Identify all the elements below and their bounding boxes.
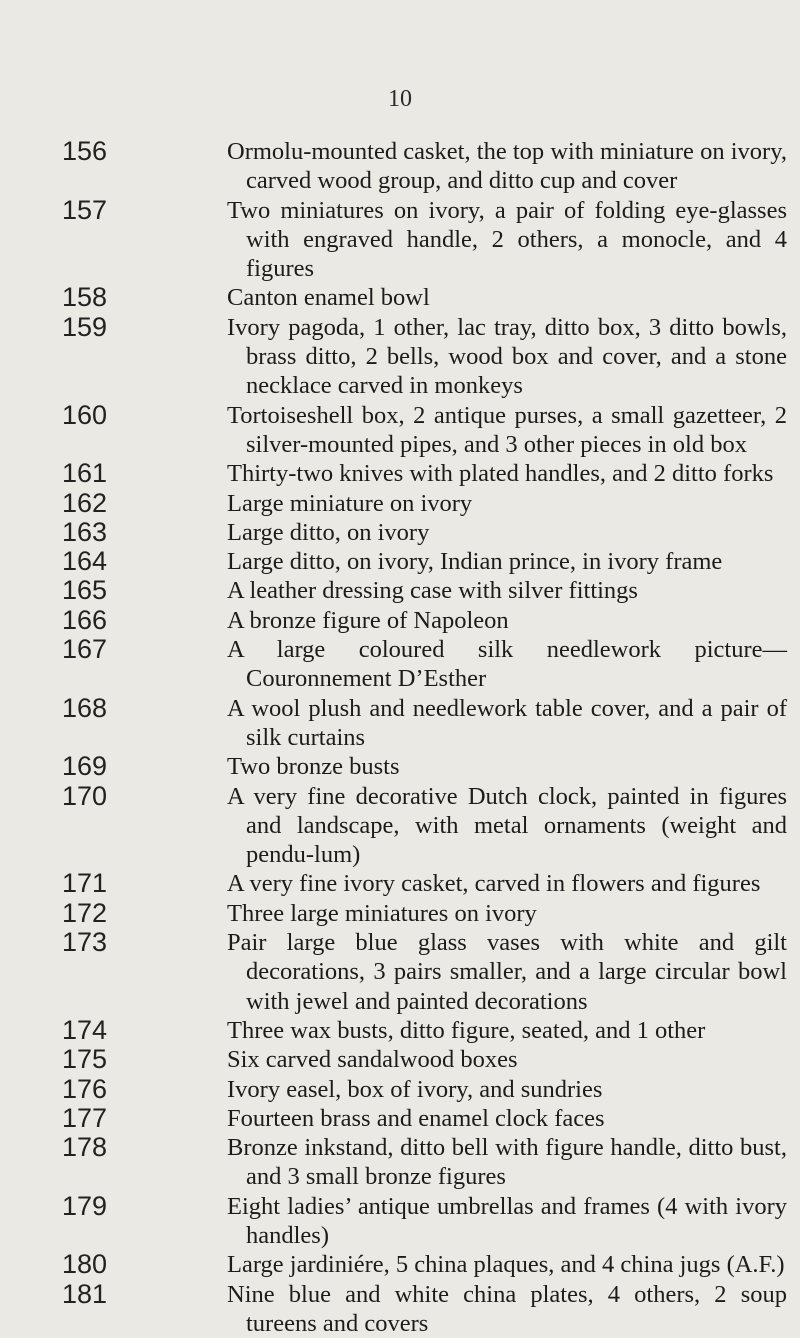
lot-item (62, 606, 787, 635)
lot-item (62, 1016, 787, 1045)
lot-description: Canton enamel bowl (227, 284, 430, 312)
lot-item (62, 1133, 787, 1192)
lot-item (62, 313, 787, 401)
lot-number: 180 (62, 1249, 108, 1280)
lot-item (62, 401, 787, 460)
lot-description: Nine blue and white china plates, 4 others, 2 soup tureens and covers (227, 1280, 787, 1337)
lot-description: Bronze inkstand, ditto bell with figure handle, ditto bust, and 3 small bronze figures (227, 1134, 787, 1191)
lot-number: 163 (62, 516, 108, 547)
lot-description: Pair large blue glass vases with white and gilt decorations, 3 pairs smaller, and a large circular bowl with jewel and painted decorations (227, 929, 787, 1015)
lot-description: Two miniatures on ivory, a pair of folding eye-glasses with engraved handle, 2 others, a monocle, and 4 figures (227, 196, 787, 283)
lot-number: 157 (62, 194, 108, 225)
lot-description: A large coloured silk needlework picture—Couronnement D’Esther (227, 636, 787, 693)
lot-number: 169 (62, 751, 108, 782)
lot-number: 173 (62, 927, 108, 958)
lot-number: 165 (62, 575, 108, 606)
lot-number: 168 (62, 692, 108, 723)
lot-item (62, 547, 787, 576)
lot-number: 174 (62, 1014, 108, 1045)
lot-item (62, 1192, 787, 1251)
lot-number: 176 (62, 1073, 108, 1104)
lot-item (62, 899, 787, 928)
lot-number: 159 (62, 311, 108, 342)
lot-number: 179 (62, 1190, 108, 1221)
lot-number: 171 (62, 868, 108, 899)
lot-list (62, 137, 787, 1338)
lot-description: Ivory pagoda, 1 other, lac tray, ditto box, 3 ditto bowls, brass ditto, 2 bells, wood box and cover, and a stone necklace carved in monkeys (227, 313, 787, 400)
lot-item (62, 518, 787, 547)
lot-number: 167 (62, 634, 108, 665)
lot-description: Large jardiniére, 5 china plaques, and 4 china jugs (A.F.) (227, 1251, 785, 1279)
lot-description: Ormolu-mounted casket, the top with miniature on ivory, carved wood group, and ditto cup and cover (227, 138, 787, 195)
lot-item (62, 1045, 787, 1074)
lot-description: A bronze figure of Napoleon (227, 606, 509, 634)
lot-item (62, 489, 787, 518)
lot-item (62, 694, 787, 753)
lot-description: A leather dressing case with silver fittings (227, 577, 638, 605)
lot-number: 156 (62, 136, 108, 166)
lot-item (62, 1250, 787, 1279)
lot-item (62, 459, 787, 488)
lot-item (62, 283, 787, 312)
lot-number: 177 (62, 1102, 108, 1133)
lot-number: 178 (62, 1132, 108, 1163)
lot-number: 162 (62, 487, 108, 518)
lot-item (62, 869, 787, 898)
lot-item (62, 928, 787, 1016)
lot-description: Three large miniatures on ivory (227, 899, 537, 927)
lot-description: Two bronze busts (227, 753, 400, 781)
lot-number: 170 (62, 780, 108, 811)
lot-description: Tortoiseshell box, 2 antique purses, a small gazetteer, 2 silver-mounted pipes, and 3 other pieces in old box (227, 401, 787, 458)
lot-item (62, 1075, 787, 1104)
page-number: 10 (388, 86, 412, 112)
lot-description: A very fine decorative Dutch clock, painted in figures and landscape, with metal ornaments (weight and pendu-lum) (227, 782, 787, 869)
lot-description: Ivory easel, box of ivory, and sundries (227, 1075, 603, 1103)
lot-number: 175 (62, 1044, 108, 1075)
lot-description: A very fine ivory casket, carved in flowers and figures (227, 870, 761, 898)
lot-description: Six carved sandalwood boxes (227, 1046, 518, 1074)
lot-number: 166 (62, 604, 108, 635)
lot-item (62, 576, 787, 605)
lot-number: 164 (62, 546, 108, 577)
lot-item (62, 752, 787, 781)
lot-number: 158 (62, 282, 108, 313)
lot-description: Large miniature on ivory (227, 489, 473, 517)
lot-item (62, 196, 787, 284)
lot-item (62, 635, 787, 694)
lot-description: Thirty-two knives with plated handles, and 2 ditto forks (227, 460, 774, 488)
lot-description: Large ditto, on ivory, Indian prince, in ivory frame (227, 548, 723, 576)
lot-item (62, 137, 787, 196)
lot-description: Three wax busts, ditto figure, seated, and 1 other (227, 1016, 706, 1044)
lot-item (62, 1280, 787, 1338)
lot-description: Large ditto, on ivory (227, 518, 430, 546)
lot-number: 181 (62, 1278, 108, 1309)
lot-item (62, 1104, 787, 1133)
lot-description: Fourteen brass and enamel clock faces (227, 1104, 605, 1132)
lot-number: 160 (62, 399, 108, 430)
lot-number: 161 (62, 458, 108, 489)
lot-item (62, 782, 787, 870)
lot-number: 172 (62, 897, 108, 928)
lot-description: Eight ladies’ antique umbrellas and frames (4 with ivory handles) (227, 1192, 787, 1249)
lot-description: A wool plush and needlework table cover, and a pair of silk curtains (227, 694, 787, 751)
